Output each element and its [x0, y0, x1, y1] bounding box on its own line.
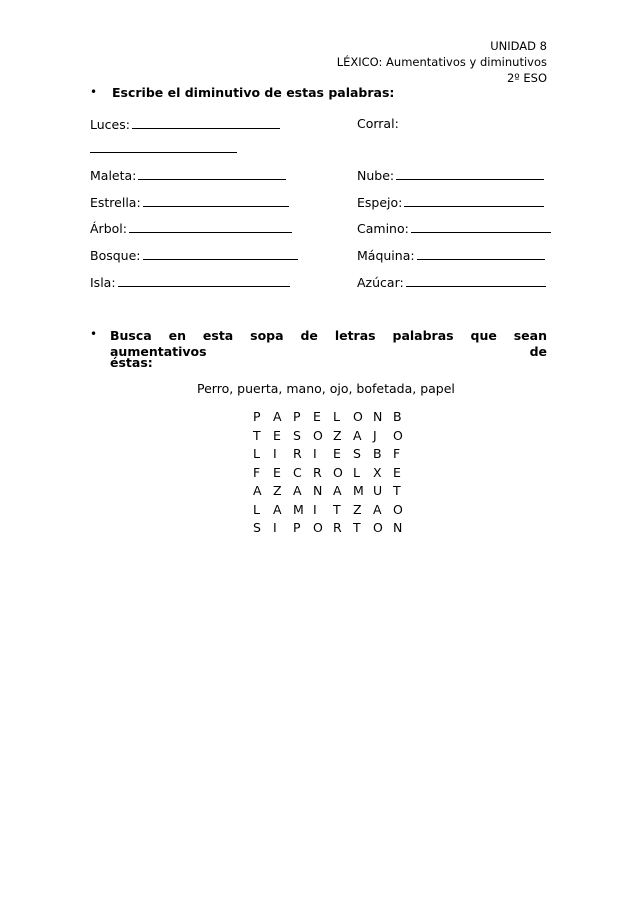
grid-letter[interactable]: E [273, 427, 281, 443]
grid-letter[interactable]: N [313, 483, 323, 498]
exercise-row [90, 194, 289, 210]
grid-letter[interactable]: U [373, 483, 383, 498]
answer-line[interactable] [396, 167, 544, 180]
grid-letter[interactable]: T [253, 427, 261, 443]
word-label: Isla: [90, 275, 116, 290]
word-label: Maleta: [90, 168, 137, 183]
word-label: Bosque: [90, 248, 141, 263]
grid-letter[interactable]: F [393, 446, 401, 461]
grid-letter[interactable]: S [293, 427, 301, 443]
answer-line[interactable] [143, 247, 298, 260]
grid-letter[interactable]: I [273, 446, 277, 461]
grid-letter[interactable]: S [253, 520, 261, 535]
answer-line[interactable] [118, 274, 290, 287]
word-label: Luces: [90, 117, 130, 132]
grid-letter[interactable]: R [333, 520, 342, 535]
exercise-row [357, 274, 546, 290]
grid-row [253, 445, 413, 464]
grid-letter[interactable]: L [353, 464, 360, 480]
exercise-row [357, 247, 545, 263]
grid-letter[interactable]: P [253, 409, 261, 424]
word-label: Camino: [357, 221, 409, 236]
grid-letter[interactable]: O [313, 520, 323, 535]
grid-row [253, 427, 413, 446]
grid-letter[interactable]: E [393, 464, 401, 480]
grid-letter[interactable]: T [393, 483, 401, 498]
answer-line[interactable] [411, 220, 551, 233]
grid-letter[interactable]: O [373, 520, 383, 535]
grid-letter[interactable]: A [373, 501, 382, 517]
grid-row [253, 482, 413, 501]
word-label: Estrella: [90, 195, 141, 210]
answer-line[interactable] [417, 247, 545, 260]
grid-letter[interactable]: O [393, 427, 403, 443]
grid-letter[interactable]: L [333, 409, 340, 424]
topic-title: LÉXICO: Aumentativos y diminutivos [336, 55, 547, 69]
grid-letter[interactable]: A [353, 427, 362, 443]
exercise-row [90, 167, 286, 183]
word-label: Nube: [357, 168, 395, 183]
grid-letter[interactable]: L [253, 446, 260, 461]
grid-letter[interactable]: A [273, 409, 282, 424]
answer-line[interactable] [404, 194, 544, 207]
grid-letter[interactable]: N [393, 520, 403, 535]
answer-line[interactable] [406, 274, 546, 287]
word-label: Corral: [357, 116, 399, 131]
word-search-grid [253, 408, 413, 538]
grid-letter[interactable]: A [253, 483, 262, 498]
course-label: 2º ESO [506, 71, 547, 85]
exercise-row [90, 116, 280, 132]
grid-letter[interactable]: A [273, 501, 282, 517]
exercise-row [357, 116, 399, 131]
grid-row [253, 464, 413, 483]
grid-letter[interactable]: C [293, 464, 302, 480]
grid-letter[interactable]: P [293, 409, 301, 424]
grid-letter[interactable]: B [393, 409, 402, 424]
grid-letter[interactable]: T [353, 520, 361, 535]
grid-letter[interactable]: R [293, 446, 302, 461]
grid-letter[interactable]: Z [333, 427, 342, 443]
grid-letter[interactable]: P [293, 520, 301, 535]
grid-letter[interactable]: Z [353, 501, 362, 517]
word-list: Perro, puerta, mano, ojo, bofetada, papel [197, 381, 455, 396]
answer-line[interactable] [143, 194, 289, 207]
grid-letter[interactable]: O [393, 501, 403, 517]
answer-line[interactable] [138, 167, 286, 180]
grid-letter[interactable]: A [333, 483, 342, 498]
grid-letter[interactable]: M [293, 501, 304, 517]
section2-instruction-continuation: éstas: [110, 355, 153, 370]
grid-letter[interactable]: B [373, 446, 382, 461]
grid-row [253, 408, 413, 427]
answer-line-continuation [90, 140, 237, 156]
grid-letter[interactable]: J [373, 427, 377, 443]
header [337, 38, 547, 86]
section1-instruction: Escribe el diminutivo de estas palabras: [112, 85, 395, 100]
exercise-row [357, 167, 544, 183]
answer-line[interactable] [132, 116, 280, 129]
grid-letter[interactable]: S [353, 446, 361, 461]
word-label: Máquina: [357, 248, 415, 263]
grid-letter[interactable]: E [313, 409, 321, 424]
exercise-row [357, 194, 544, 210]
grid-letter[interactable]: T [333, 501, 341, 517]
grid-letter[interactable]: O [333, 464, 343, 480]
grid-letter[interactable]: E [333, 446, 341, 461]
grid-letter[interactable]: I [273, 520, 277, 535]
answer-line[interactable] [90, 140, 237, 153]
grid-letter[interactable]: N [373, 409, 383, 424]
grid-letter[interactable]: A [293, 483, 302, 498]
grid-letter[interactable]: O [313, 427, 323, 443]
grid-row [253, 519, 413, 538]
exercise-row [357, 220, 551, 236]
word-label: Árbol: [90, 221, 127, 236]
grid-letter[interactable]: I [313, 501, 317, 517]
unit-title: UNIDAD 8 [490, 39, 547, 53]
grid-letter[interactable]: L [253, 501, 260, 517]
word-label: Espejo: [357, 195, 403, 210]
exercise-row [90, 220, 292, 236]
exercise-row [90, 247, 298, 263]
grid-letter[interactable]: R [313, 464, 322, 480]
bullet-icon: • [90, 327, 98, 341]
section2-instruction: Busca en esta sopa de letras palabras que sean aumentativos de [110, 328, 547, 359]
grid-letter[interactable]: I [313, 446, 317, 461]
answer-line[interactable] [129, 220, 292, 233]
grid-letter[interactable]: O [353, 409, 363, 424]
grid-row [253, 501, 413, 520]
grid-letter[interactable]: F [253, 464, 261, 480]
grid-letter[interactable]: E [273, 464, 281, 480]
grid-letter[interactable]: Z [273, 483, 282, 498]
word-label: Azúcar: [357, 275, 404, 290]
bullet-icon: • [90, 85, 98, 99]
grid-letter[interactable]: M [353, 483, 364, 498]
exercise-row [90, 274, 290, 290]
grid-letter[interactable]: X [373, 464, 382, 480]
